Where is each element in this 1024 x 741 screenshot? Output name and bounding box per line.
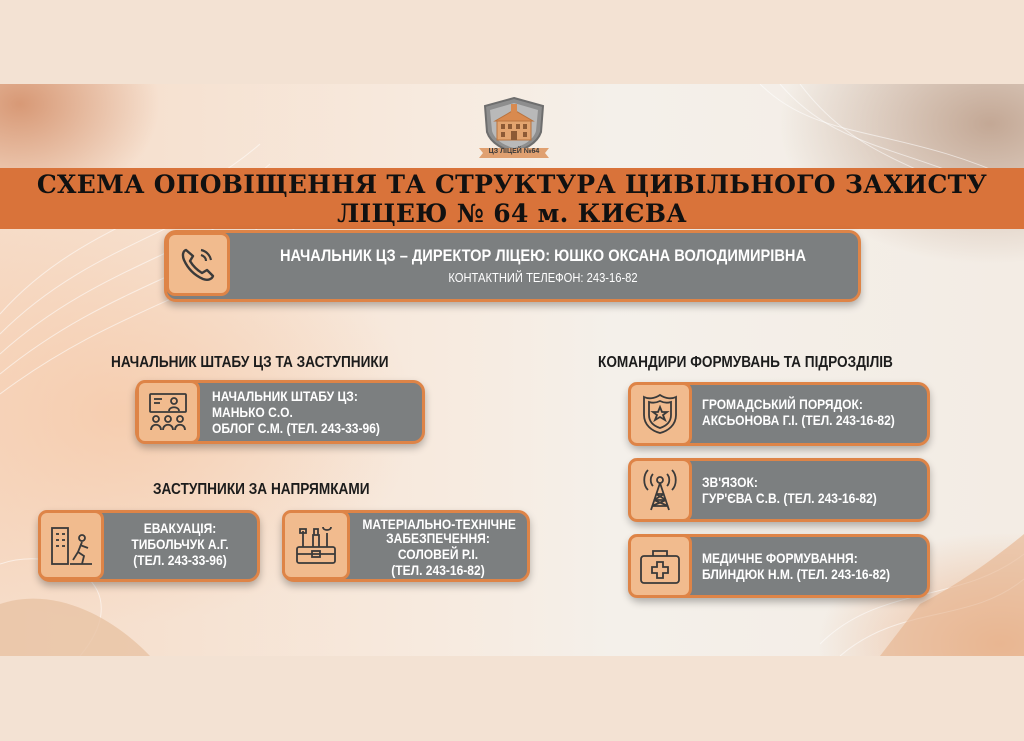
staff-line-1: НАЧАЛЬНИК ШТАБУ ЦЗ:	[212, 388, 358, 404]
order-icon-box	[628, 382, 692, 446]
order-line-2: АКСЬОНОВА Г.І. (ТЕЛ. 243-16-82)	[702, 412, 895, 428]
evacuation-icon-box	[38, 510, 104, 580]
toolbox-icon	[293, 523, 339, 567]
order-line-1: ГРОМАДСЬКИЙ ПОРЯДОК:	[702, 396, 863, 412]
logistics-line-4: (ТЕЛ. 243-16-82)	[391, 562, 485, 578]
logistics-icon-box	[282, 510, 350, 580]
evacuation-line-2: ТИБОЛЬЧУК А.Г.	[131, 536, 229, 552]
staff-line-3: ОБЛОГ С.М. (ТЕЛ. 243-33-96)	[212, 420, 380, 436]
poster	[0, 84, 1024, 656]
shield-building-icon	[477, 94, 551, 154]
deputies-heading: ЗАСТУПНИКИ ЗА НАПРЯМКАМИ	[153, 481, 370, 498]
logistics-line-2: ЗАБЕЗПЕЧЕННЯ:	[386, 530, 490, 546]
title-band	[0, 168, 1024, 229]
logistics-line-1: МАТЕРІАЛЬНО-ТЕХНІЧНЕ	[362, 516, 516, 532]
first-aid-kit-icon	[638, 547, 682, 585]
medical-icon-box	[628, 534, 692, 598]
school-logo	[477, 94, 551, 166]
evacuation-line-3: (ТЕЛ. 243-33-96)	[133, 552, 227, 568]
chief-name: НАЧАЛЬНИК ЦЗ – ДИРЕКТОР ЛІЦЕЮ: ЮШКО ОКСАНА ВОЛОДИМИРІВНА	[279, 246, 807, 265]
chief-box	[164, 230, 861, 302]
chief-phone: КОНТАКТНИЙ ТЕЛЕФОН: 243-16-82	[448, 270, 638, 285]
evacuation-line-1: ЕВАКУАЦІЯ:	[143, 520, 217, 536]
logistics-line-3: СОЛОВЕЙ Р.І.	[397, 546, 479, 562]
comms-icon-box	[628, 458, 692, 522]
comms-line-2: ГУР'ЄВА С.В. (ТЕЛ. 243-16-82)	[702, 490, 877, 506]
page-title-line-2: ЛІЦЕЮ № 64 м. КИЄВА	[337, 198, 687, 228]
chief-icon-box	[166, 232, 230, 296]
staff-line-2: МАНЬКО С.О.	[212, 404, 293, 420]
evacuation-icon	[48, 522, 94, 568]
radio-tower-icon	[640, 468, 680, 512]
medical-line-1: МЕДИЧНЕ ФОРМУВАННЯ:	[702, 550, 858, 566]
staff-icon-box	[136, 380, 200, 444]
police-badge-icon	[640, 393, 680, 435]
left-heading: НАЧАЛЬНИК ШТАБУ ЦЗ ТА ЗАСТУПНИКИ	[111, 354, 389, 371]
phone-icon	[176, 242, 220, 286]
comms-line-1: ЗВ'ЯЗОК:	[702, 474, 758, 490]
logo-label: ЦЗ ЛІЦЕЙ №64	[488, 148, 540, 155]
meeting-icon	[146, 392, 190, 432]
right-heading: КОМАНДИРИ ФОРМУВАНЬ ТА ПІДРОЗДІЛІВ	[598, 354, 893, 371]
medical-line-2: БЛИНДЮК Н.М. (ТЕЛ. 243-16-82)	[702, 566, 891, 582]
page-title-line-1: СХЕМА ОПОВІЩЕННЯ ТА СТРУКТУРА ЦИВІЛЬНОГО ЗАХИСТУ	[36, 169, 988, 199]
